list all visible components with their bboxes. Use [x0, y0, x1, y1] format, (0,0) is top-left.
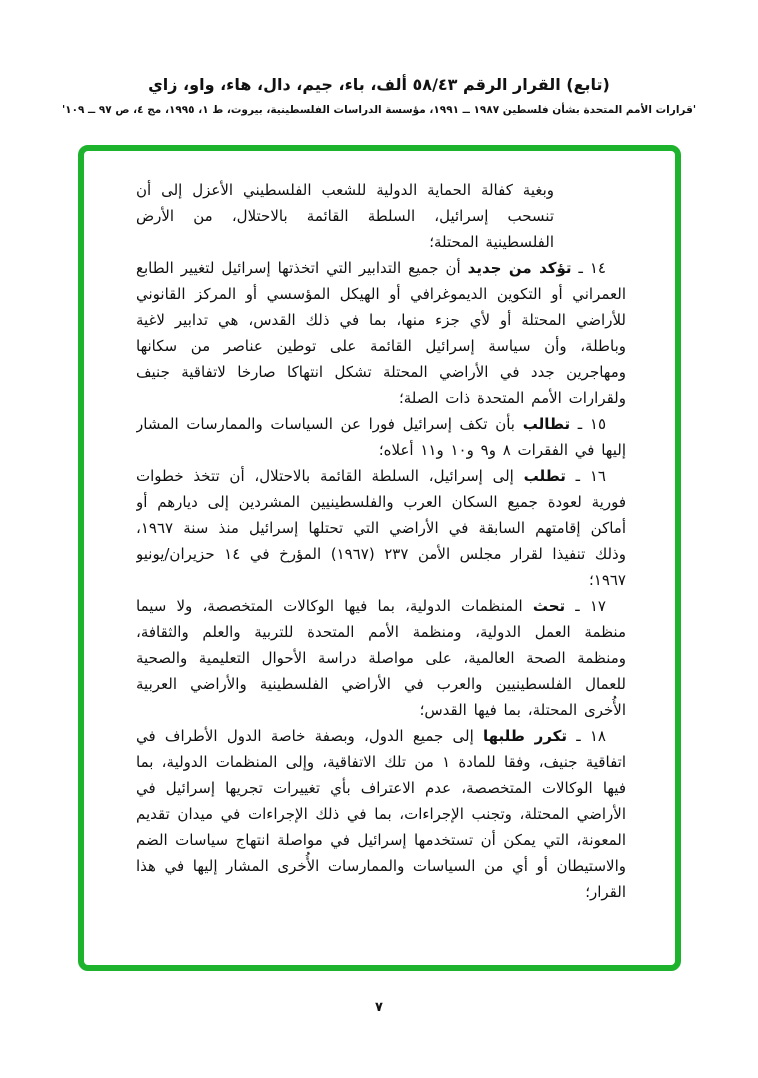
paragraph-18 — [136, 723, 626, 905]
paragraph-number: ١٧ ـ — [575, 597, 606, 615]
source-citation: 'قرارات الأمم المتحدة بشأن فلسطين ١٩٨٧ ــ ١٩٩١، مؤسسة الدراسات الفلسطينية، بيروت، ط ١، ١٩٩٥، مج ٤، ص ٩٧ ــ ١٠٩' — [61, 104, 697, 116]
paragraph-lead: تؤكد من جديد — [467, 259, 572, 277]
paragraph-text: وبغية كفالة الحماية الدولية للشعب الفلسطيني الأعزل إلى أن تنسحب إسرائيل، السلطة القائمة بالاحتلال، من الأرض الفلسطينية المحتلة؛ — [136, 181, 554, 251]
paragraph-17 — [136, 593, 626, 723]
paragraph-preamble — [136, 177, 554, 255]
paragraph-14 — [136, 255, 626, 411]
paragraph-text: بأن تكف إسرائيل فورا عن السياسات والممارسات المشار إليها في الفقرات ٨ و٩ و١٠ و١١ أعلاه؛ — [136, 415, 626, 459]
paragraph-number: ١٤ ـ — [578, 259, 606, 277]
paragraph-text: المنظمات الدولية، بما فيها الوكالات المتخصصة، ولا سيما منظمة العمل الدولية، ومنظمة الأمم المتحدة للتربية والعلم والثقافة، ومنظمة الصحة العالمية، على مواصلة دراسة الأحوال التعليمية والصحية للعمال الفلسطينيين والعرب في الأراضي الفلسطينية والأراضي العربية الأُخرى المحتلة، بما فيها القدس؛ — [136, 597, 626, 719]
paragraph-lead: تكرر طلبها — [483, 727, 567, 745]
paragraph-lead: تطالب — [522, 415, 571, 433]
paragraph-lead: تطلب — [523, 467, 566, 485]
paragraph-number: ١٨ ـ — [576, 727, 606, 745]
resolution-text-block — [136, 177, 626, 945]
paragraph-15 — [136, 411, 626, 463]
paragraph-number: ١٦ ـ — [575, 467, 606, 485]
paragraph-text: إلى جميع الدول، وبصفة خاصة الدول الأطراف في اتفاقية جنيف، وفقا للمادة ١ من تلك الاتفاقية، وإلى المنظمات الدولية، بما فيها الوكالات المتخصصة، عدم الاعتراف بأي تغييرات تجريها إسرائيل في الأراضي المحتلة، وتجنب الإجراءات، بما في ذلك الإجراءات في ميدان تقديم المعونة، التي يمكن أن تستخدمها إسرائيل في مواصلة انتهاج سياسات الضم والاستيطان أو أي من السياسات والممارسات الأُخرى المشار إليها في هذا القرار؛ — [136, 727, 626, 901]
paragraph-text: أن جميع التدابير التي اتخذتها إسرائيل لتغيير الطابع العمراني أو التكوين الديموغرافي أو الهيكل المؤسسي أو المركز القانوني للأراضي المحتلة أو لأي جزء منها، بما في ذلك القدس، هي تدابير لاغية وباطلة، وأن سياسة إسرائيل القائمة على توطين عناصر من سكانها ومهاجرين جدد في الأراضي المحتلة تشكل انتهاكا صارخا لاتفاقية جنيف ولقرارات الأمم المتحدة ذات الصلة؛ — [136, 259, 626, 407]
paragraph-number: ١٥ ـ — [577, 415, 607, 433]
paragraph-text: إلى إسرائيل، السلطة القائمة بالاحتلال، أن تتخذ خطوات فورية لعودة جميع السكان العرب والفلسطينيين المشردين إلى ديارهم أو أماكن إقامتهم السابقة في الأراضي التي تحتلها إسرائيل منذ سنة ١٩٦٧، وذلك تنفيذا لقرار مجلس الأمن ٢٣٧ (١٩٦٧) المؤرخ في ١٤ حزيران/يونيو ١٩٦٧؛ — [136, 467, 626, 589]
paragraph-16 — [136, 463, 626, 593]
page-number: ٧ — [375, 1000, 383, 1015]
resolution-title: (تابع) القرار الرقم ٥٨/٤٣ ألف، باء، جيم، دال، هاء، واو، زاي — [148, 75, 610, 94]
highlight-box — [78, 145, 681, 971]
page-header — [0, 74, 758, 117]
paragraph-lead: تحث — [532, 597, 566, 615]
